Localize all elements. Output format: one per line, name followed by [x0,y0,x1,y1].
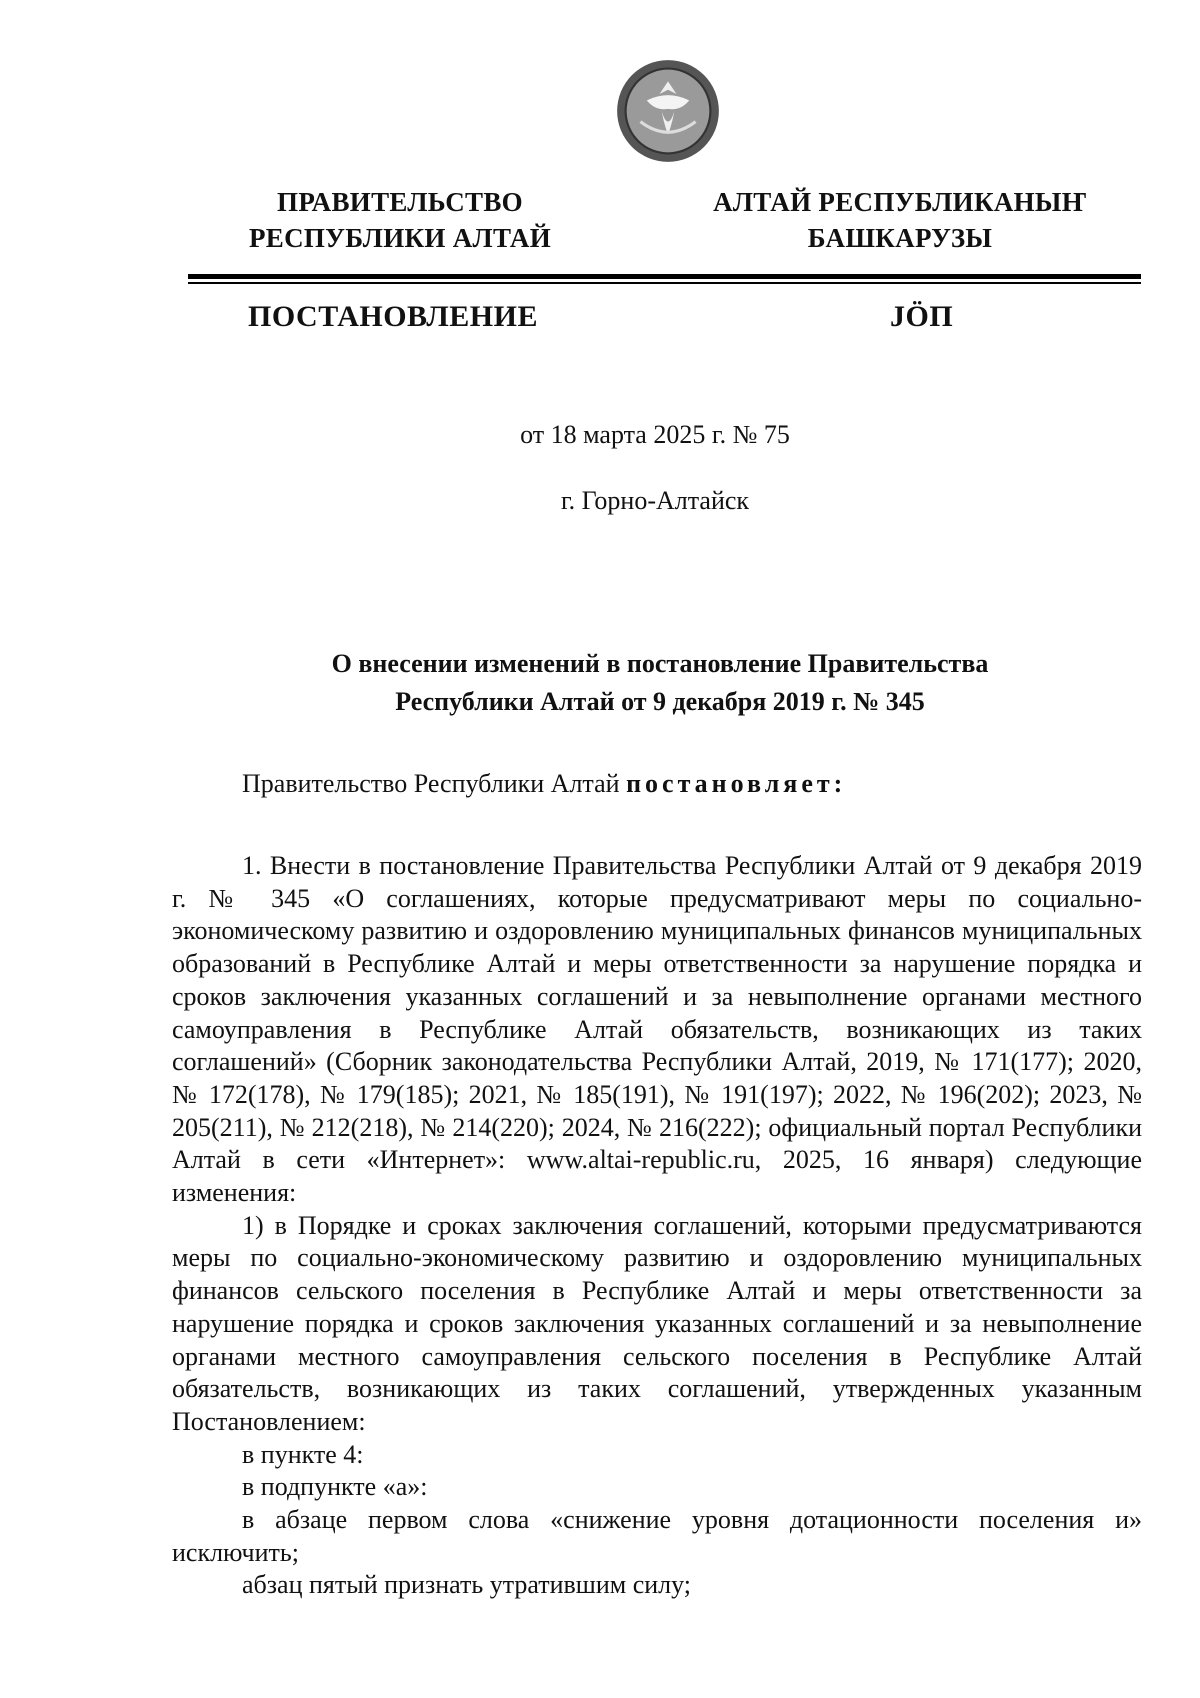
header-divider-thick [188,274,1141,279]
document-title-line-2: Республики Алтай от 9 декабря 2019 г. № 345 [395,687,925,716]
doc-type-ru: ПОСТАНОВЛЕНИЕ [248,300,538,333]
header-left-line-2: РЕСПУБЛИКИ АЛТАЙ [248,223,552,253]
coat-of-arms-emblem [615,58,721,164]
document-title [180,645,1140,721]
header-right-line-1: АЛТАЙ РЕСПУБЛИКАНЫҤ [713,187,1087,217]
paragraph: 1) в Порядке и сроках заключения соглашений, которыми предусматриваются меры по социально-экономическому развитию и оздоровлению муниципальных финансов сельского поселения в Республике Алтай и меры ответственности за нарушение порядка и сроков заключения указанных соглашений и за невыполнение органами местного самоуправления сельского поселения в Республике Алтай обязательств, возникающих из таких соглашений, утвержденных указанным Постановлением: [172,1210,1142,1436]
paragraph: в подпункте «а»: [242,1472,428,1502]
header-right [700,184,1100,256]
intro-emphasis: постановляет: [626,769,847,798]
header-divider-thin [188,282,1141,284]
header-left [220,184,580,256]
document-city: г. Горно-Алтайск [560,486,750,515]
document-title-line-1: О внесении изменений в постановление Правительства [331,649,989,678]
document-body [172,850,1142,1602]
header-right-line-2: БАШКАРУЗЫ [807,223,993,253]
document-date-number: от 18 марта 2025 г. № 75 [520,420,790,449]
doc-type-alt: JӦП [890,300,954,333]
paragraph: 1. Внести в постановление Правительства Республики Алтай от 9 декабря 2019 г. № 345 «О соглашениях, которые предусматривают меры по социально-экономическому развитию и оздоровлению муниципальных финансов муниципальных образований в Республике Алтай и меры ответственности за нарушение порядка и сроков заключения указанных соглашений и за невыполнение органами местного самоуправления в Республике Алтай обязательств, возникающих из таких соглашений» (Сборник законодательства Республики Алтай, 2019, № 171(177); 2020, № 172(178), № 179(185); 2021, № 185(191), № 191(197); 2022, № 196(202); 2023, № 205(211), № 212(218), № 214(220); 2024, № 216(222); официальный портал Республики Алтай в сети «Интернет»: www.altai-republic.ru, 2025, 16 января) следующие изменения: [172,851,1142,1208]
header-left-line-1: ПРАВИТЕЛЬСТВО [277,187,523,217]
paragraph: абзац пятый признать утратившим силу; [242,1570,692,1600]
paragraph: в пункте 4: [242,1439,364,1469]
intro-prefix: Правительство Республики Алтай [242,769,627,798]
intro-paragraph [172,768,1142,801]
paragraph: в абзаце первом слова «снижение уровня дотационности поселения и» исключить; [172,1505,1142,1567]
